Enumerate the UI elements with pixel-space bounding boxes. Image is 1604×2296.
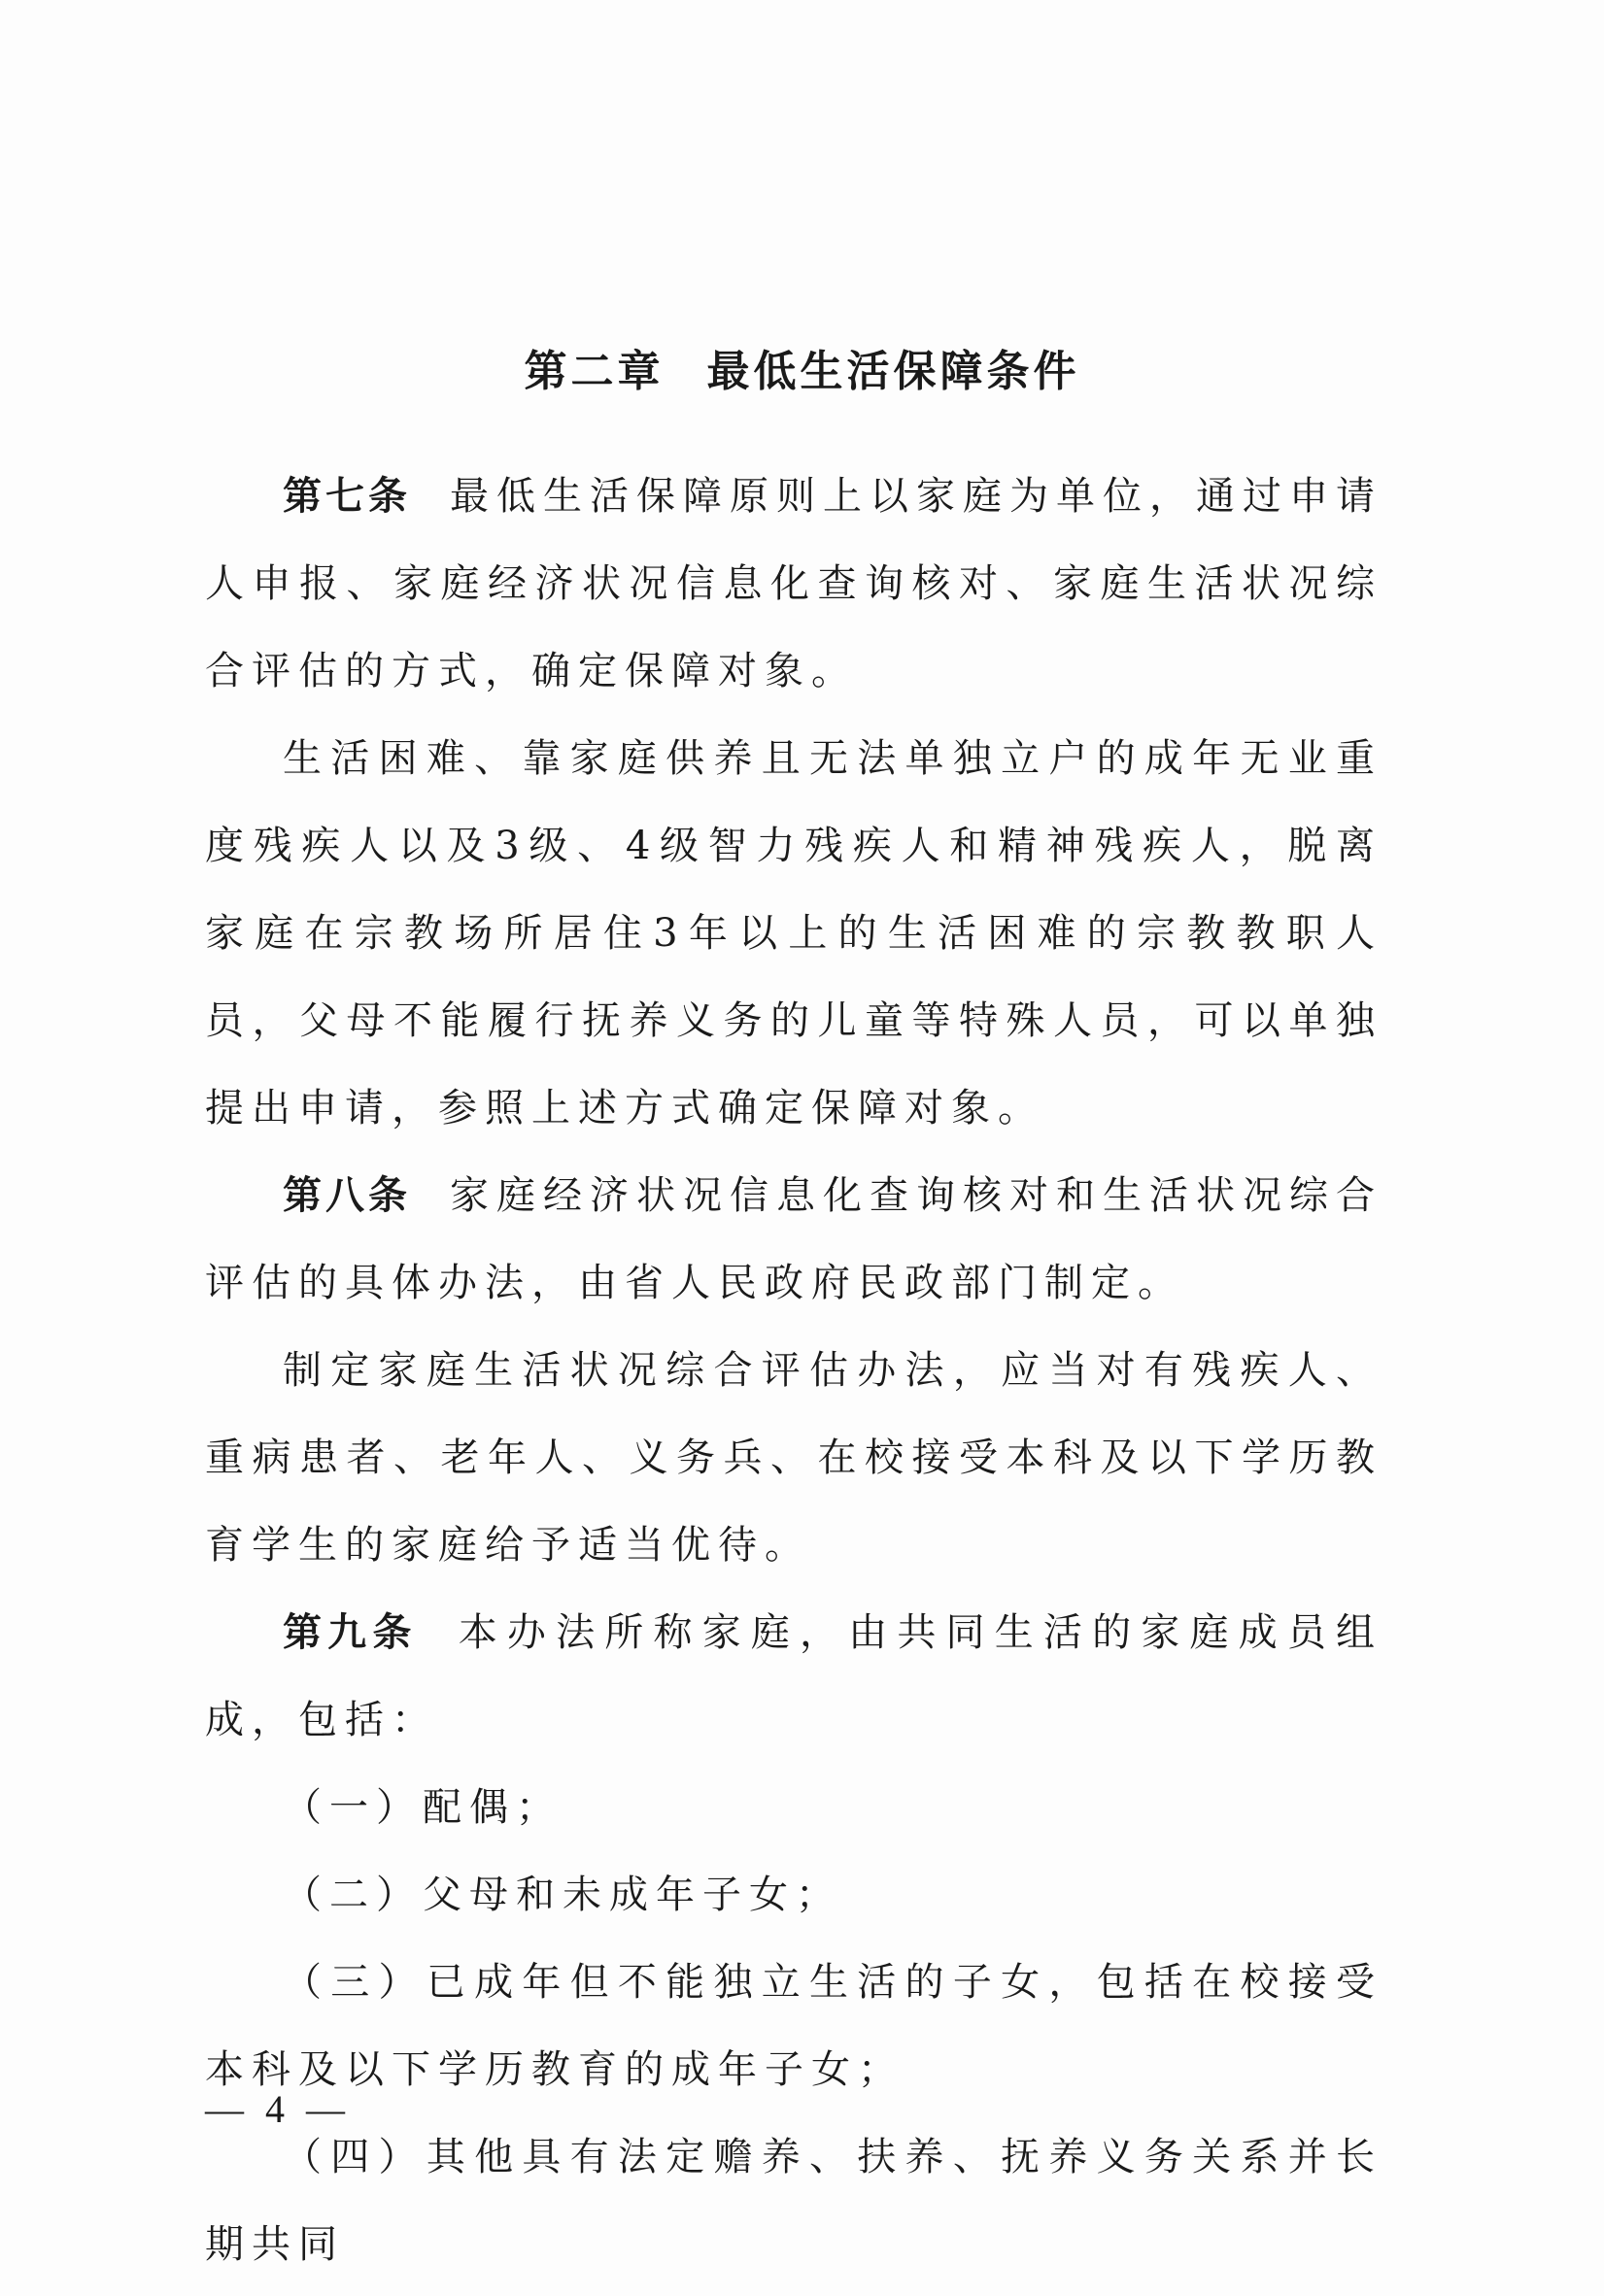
paragraph-text: （二）父母和未成年子女；	[283, 1873, 842, 1917]
paragraph-text: （四）其他具有法定赡养、扶养、抚养义务关系并长期共同	[205, 2135, 1382, 2267]
chapter-label: 第二章	[524, 347, 665, 396]
list-item	[205, 1851, 1382, 1939]
page-number: — 4 —	[205, 2087, 351, 2131]
paragraph-text: 家庭经济状况信息化查询核对和生活状况综合评估的具体办法，由省人民政府民政部门制定。	[205, 1173, 1382, 1305]
paragraph	[205, 1589, 1382, 1764]
paragraph-text: 生活困难、靠家庭供养且无法单独立户的成年无业重度残疾人以及3级、4级智力残疾人和精神残疾人，脱离家庭在宗教场所居住3年以上的生活困难的宗教教职人员，父母不能履行抚养义务的儿童等特殊人员，可以单独提出申请，参照上述方式确定保障对象。	[205, 736, 1382, 1131]
document-body	[205, 453, 1382, 2288]
paragraph-text: 最低生活保障原则上以家庭为单位，通过申请人申报、家庭经济状况信息化查询核对、家庭生活状况综合评估的方式，确定保障对象。	[205, 474, 1382, 693]
paragraph	[205, 1327, 1382, 1589]
paragraph-text: 制定家庭生活状况综合评估办法，应当对有残疾人、重病患者、老年人、义务兵、在校接受本科及以下学历教育学生的家庭给予适当优待。	[205, 1348, 1382, 1568]
paragraph-text: 本办法所称家庭，由共同生活的家庭成员组成，包括：	[205, 1610, 1383, 1742]
article-number: 第八条	[283, 1173, 411, 1218]
paragraph	[205, 453, 1382, 715]
paragraph	[205, 1152, 1382, 1327]
list-item	[205, 1939, 1382, 2113]
paragraph-text: （一）配偶；	[283, 1785, 563, 1830]
chapter-heading: 最低生活保障条件	[706, 347, 1080, 396]
list-item	[205, 1764, 1382, 1851]
paragraph	[205, 715, 1382, 1152]
article-number: 第九条	[283, 1610, 418, 1655]
article-number: 第七条	[283, 474, 411, 519]
list-item	[205, 2113, 1382, 2288]
paragraph-text: （三）已成年但不能独立生活的子女，包括在校接受本科及以下学历教育的成年子女；	[205, 1960, 1382, 2092]
chapter-title	[0, 336, 1604, 398]
